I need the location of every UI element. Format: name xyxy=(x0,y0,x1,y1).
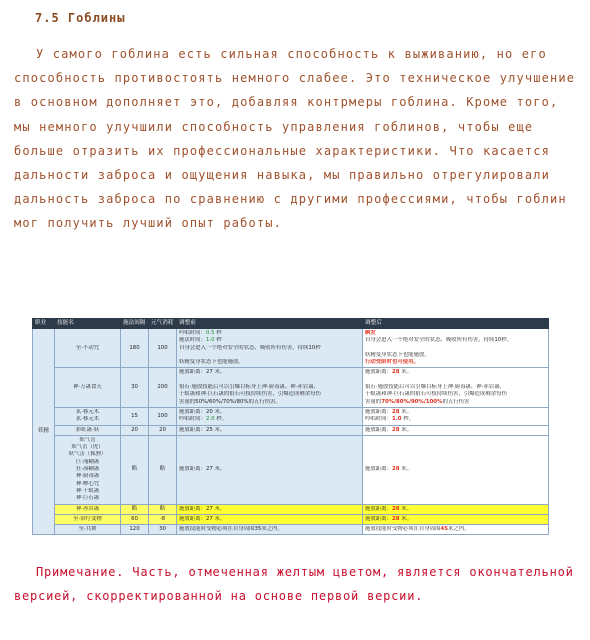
after-suffix: 米。 xyxy=(399,466,412,473)
after-line xyxy=(365,369,546,376)
skill-name: 巨·淹糊蛊 xyxy=(75,458,100,465)
before-text: 施放距离：20 米。 xyxy=(179,408,226,415)
cost-cell: 30 xyxy=(149,525,177,535)
after-text: 施放距离： xyxy=(365,505,392,512)
before-value: 2.0 xyxy=(205,416,215,423)
before-line xyxy=(179,337,360,344)
before-line xyxy=(179,526,360,533)
before-suffix: 秒 xyxy=(214,337,222,344)
skill-name: 神·赤岩蛊 xyxy=(75,505,100,512)
skill-name: 玄·移元术 xyxy=(75,408,100,415)
interval-cell: 60 xyxy=(121,514,149,524)
after-value: 28 xyxy=(391,408,400,415)
before-text: 自身会进入一个绝对安全的状态、吸收所有伤害，持续10秒 xyxy=(179,344,321,351)
before-line xyxy=(179,330,360,337)
skill-name: 妖气击（狐狸） xyxy=(68,451,107,458)
after-cell xyxy=(363,514,549,524)
before-line xyxy=(179,399,360,406)
after-text: 自身会进入一个绝对安全的状态、吸收所有伤害，持续10秒。 xyxy=(365,337,513,344)
before-line xyxy=(179,416,360,423)
after-line xyxy=(365,416,546,423)
table-row xyxy=(33,435,549,504)
before-line xyxy=(179,409,360,416)
before-cell xyxy=(177,514,363,524)
after-line xyxy=(365,526,546,533)
before-cell xyxy=(177,368,363,407)
before-suffix: 秒 xyxy=(214,330,222,336)
after-line xyxy=(365,337,546,344)
cost-cell: 20 xyxy=(149,425,177,435)
after-text: 施放距离： xyxy=(365,369,392,376)
header-before: 调整前 xyxy=(177,319,363,329)
after-line xyxy=(365,399,546,406)
intro-paragraph: У самого гоблина есть сильная способность к выживанию, но его способность противостоять немного слабее. Это техническое улучшение в основном дополняет это, добавляя контрмеры гоблина. Кроме того, мы немного улучшили способность управления гоблинов, чтобы еще больше отразить их профессиональные характеристики. Что касается дальности заброса и ощущения навыка, мы правильно отрегулировали дальность заброса по сравнению с другими профессиями, чтобы гоблин мог получить лучший опыт работы. xyxy=(14,47,576,231)
before-line xyxy=(179,359,360,366)
after-suffix: 的五行伤害 xyxy=(442,398,470,405)
table-row xyxy=(33,425,549,435)
after-cell xyxy=(363,425,549,435)
skill-name: 妖气击 xyxy=(79,436,96,443)
after-value: 28 xyxy=(391,505,400,512)
header-profession: 职业 xyxy=(33,319,55,329)
after-value: 28 xyxy=(391,466,400,473)
interval-cell: 略 xyxy=(121,435,149,504)
before-text: 施放距离：27 米。 xyxy=(179,369,226,376)
header-skill: 技能名 xyxy=(55,319,121,329)
after-line xyxy=(365,466,546,473)
cost-cell: 100 xyxy=(149,329,177,368)
after-value: 28 xyxy=(391,369,400,376)
after-line xyxy=(365,427,546,434)
after-line xyxy=(365,391,546,398)
before-text: 害量的50%/60%/70%/80%的五行伤害。 xyxy=(179,398,281,405)
skill-name: 神·万蛊食天 xyxy=(73,384,102,391)
skill-name-cell xyxy=(55,425,121,435)
before-text: 施放距离：27 米。 xyxy=(179,505,226,512)
table-row xyxy=(33,329,549,368)
skill-name-cell xyxy=(55,329,121,368)
interval-cell: 180 xyxy=(121,329,149,368)
after-text: 妖精变身状态下也能施放。 xyxy=(365,351,430,358)
before-cell xyxy=(177,504,363,514)
before-text: 吟唱时间： xyxy=(179,416,206,423)
before-suffix: 秒。 xyxy=(214,416,228,423)
after-suffix: 米。 xyxy=(399,505,412,512)
after-line xyxy=(365,345,546,352)
skill-name: 神·巨石蛊 xyxy=(75,495,100,502)
after-value: 1.0 xyxy=(391,416,402,423)
section-title: 7.5 Гоблины xyxy=(35,11,126,25)
before-text: 施放距离：25 米。 xyxy=(179,426,226,433)
interval-cell: 略 xyxy=(121,504,149,514)
before-value: 1.0 xyxy=(205,337,215,344)
skill-name-cell xyxy=(55,407,121,425)
after-line xyxy=(365,352,546,359)
after-line xyxy=(365,377,546,384)
header-after: 调整后 xyxy=(363,319,549,329)
after-line xyxy=(365,330,546,337)
before-line xyxy=(179,377,360,384)
skill-name-cell xyxy=(55,435,121,504)
after-cell xyxy=(363,368,549,407)
after-cell xyxy=(363,504,549,514)
before-text: 千蚁蛊和神·巨石蛊的狼石可枝持续伤害，引爆造成剩余每伤 xyxy=(179,391,321,398)
table-row xyxy=(33,504,549,514)
after-text: 施放距离： xyxy=(365,408,392,415)
skill-name: 至·共舞 xyxy=(78,526,97,533)
after-suffix: 秒。 xyxy=(401,416,415,423)
after-value: 45 xyxy=(440,526,448,533)
before-line xyxy=(179,516,360,523)
skill-name-cell xyxy=(55,368,121,407)
skill-name: 神·蝉心咒 xyxy=(75,480,100,487)
before-text: 施放距离：27 米。 xyxy=(179,466,226,473)
cost-cell: 100 xyxy=(149,407,177,425)
after-value: 28 xyxy=(391,515,400,522)
before-line xyxy=(179,369,360,376)
after-text: 狼石·施放技能后可以引爆目标身上神·厨毒蛊、神·赤岩蛊、 xyxy=(365,384,505,391)
after-text: 施放距离： xyxy=(365,426,392,433)
after-suffix: 米。 xyxy=(399,515,412,522)
after-cell xyxy=(363,329,549,368)
skill-name-cell xyxy=(55,504,121,514)
after-value: 行动受限时也可使用。 xyxy=(365,359,419,366)
cost-cell: 略 xyxy=(149,435,177,504)
after-text: 千蚁蛊和神·巨石蛊的狼石可枝持续伤害，引爆造成剩余每伤 xyxy=(365,391,507,398)
skill-name-cell xyxy=(55,525,121,535)
skill-table-image xyxy=(32,318,548,535)
skill-change-table xyxy=(32,318,549,535)
interval-cell: 15 xyxy=(121,407,149,425)
before-line xyxy=(179,427,360,434)
skill-name: 至·不动咒 xyxy=(75,344,100,351)
skill-name: 妖气击（虎） xyxy=(71,444,104,451)
after-suffix: 米。 xyxy=(399,426,412,433)
table-row xyxy=(33,407,549,425)
after-text: 施放距离： xyxy=(365,466,392,473)
skill-name: 彩虹蛊·妖 xyxy=(75,426,100,433)
after-text: 施放距离： xyxy=(365,515,392,522)
table-body xyxy=(33,329,549,535)
before-cell xyxy=(177,407,363,425)
before-line xyxy=(179,345,360,352)
skill-name: 至·治疗变物 xyxy=(73,515,102,522)
after-value: 瞬发 xyxy=(365,330,376,336)
before-line xyxy=(179,391,360,398)
cost-cell: 略 xyxy=(149,504,177,514)
before-text: 施法时间： xyxy=(179,337,206,344)
table-row xyxy=(33,514,549,524)
before-cell xyxy=(177,425,363,435)
interval-cell: 20 xyxy=(121,425,149,435)
cost-cell: -8 xyxy=(149,514,177,524)
after-value: 28 xyxy=(391,426,400,433)
after-line xyxy=(365,506,546,513)
after-suffix: 米。 xyxy=(399,369,412,376)
after-text: 施放技能时受物必须在自身周围 xyxy=(365,526,441,533)
skill-name-cell xyxy=(55,514,121,524)
before-line xyxy=(179,506,360,513)
cost-cell: 200 xyxy=(149,368,177,407)
header-cost: 元气消耗 xyxy=(149,319,177,329)
after-cell xyxy=(363,435,549,504)
after-cell xyxy=(363,525,549,535)
after-text: 吟唱时间： xyxy=(365,416,392,423)
before-text: 施放技能时受物必须在自身周围35米之内。 xyxy=(179,526,283,533)
after-value: 70%/80%/90%/100% xyxy=(381,398,443,405)
before-text: 吟唱时间： xyxy=(179,330,206,336)
after-text: 害量的 xyxy=(365,398,382,405)
profession-cell: 妖精 xyxy=(33,329,55,535)
before-text: 妖精变身状态下也能施放。 xyxy=(179,359,244,366)
after-line xyxy=(365,409,546,416)
before-cell xyxy=(177,329,363,368)
after-line xyxy=(365,384,546,391)
before-line xyxy=(179,384,360,391)
before-cell xyxy=(177,435,363,504)
interval-cell: 120 xyxy=(121,525,149,535)
after-suffix: 米。 xyxy=(399,408,412,415)
table-row xyxy=(33,525,549,535)
note-paragraph: Примечание. Часть, отмеченная желтым цветом, является окончательной версией, скорректированной на основе первой версии. xyxy=(14,565,574,603)
header-interval: 施法间隔 xyxy=(121,319,149,329)
skill-name: 神·厨毒蛊 xyxy=(75,473,100,480)
before-text: 施放距离：27 米。 xyxy=(179,515,226,522)
skill-name: 玄·移元术 xyxy=(75,416,100,423)
before-line xyxy=(179,466,360,473)
before-text: 狼石·施放技能后可以引爆目标身上神·厨毒蛊、神·赤岩蛊、 xyxy=(179,384,319,391)
after-cell xyxy=(363,407,549,425)
before-cell xyxy=(177,525,363,535)
before-value: 0.5 xyxy=(205,330,215,336)
table-row xyxy=(33,368,549,407)
interval-cell: 30 xyxy=(121,368,149,407)
table-header-row xyxy=(33,319,549,329)
after-line xyxy=(365,359,546,366)
skill-name: 狂·凑糊蛊 xyxy=(75,466,100,473)
before-line xyxy=(179,352,360,359)
after-suffix: 米之内。 xyxy=(448,526,470,533)
skill-name: 神·千蚁蛊 xyxy=(75,487,100,494)
after-line xyxy=(365,516,546,523)
